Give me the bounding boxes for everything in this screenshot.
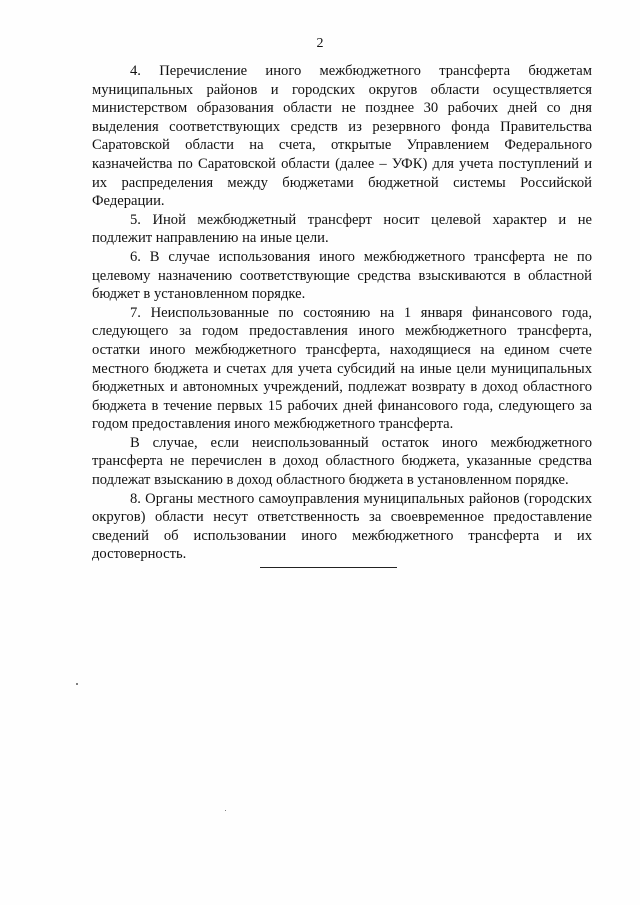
paragraph-7: 7. Неиспользованные по состоянию на 1 января финансового года, следующего за годом предоставления иного межбюджетного трансферта, остатки иного межбюджетного трансферта, находящиеся на едином счете местного бюджета и счетах для учета субсидий на иные цели муниципальных бюджетных и автономных учреждений, подлежат возврату в доход областного бюджета в течение первых 15 рабочих дней финансового года, следующего за годом предоставления иного межбюджетного трансферта.: [92, 304, 592, 433]
end-divider-line: [260, 567, 397, 568]
paragraph-8: 8. Органы местного самоуправления муниципальных районов (городских округов) области несут ответственность за своевременное предоставление сведений об использовании иного межбюджетного трансферта и их достоверность.: [92, 490, 592, 563]
scan-speck: [225, 810, 226, 811]
paragraph-6: 6. В случае использования иного межбюджетного трансферта не по целевому назначению соответствующие средства взыскиваются в областной бюджет в установленном порядке.: [92, 248, 592, 303]
paragraph-4: 4. Перечисление иного межбюджетного трансферта бюджетам муниципальных районов и городских округов области осуществляется министерством образования области не позднее 30 рабочих дней со дня выделения соответствующих средств из резервного фонда Правительства Саратовской области на счета, открытые Управлением Федерального казначейства по Саратовской области (далее – УФК) для учета поступлений и их распределения между бюджетами бюджетной системы Российской Федерации.: [92, 63, 592, 210]
paragraph-5: 5. Иной межбюджетный трансферт носит целевой характер и не подлежит направлению на иные цели.: [92, 211, 592, 247]
page-number: 2: [316, 36, 324, 51]
paragraph-7-continuation: В случае, если неиспользованный остаток иного межбюджетного трансферта не перечислен в доход областного бюджета, указанные средства подлежат взысканию в доход областного бюджета в установленном порядке.: [92, 434, 592, 489]
document-body: [92, 62, 592, 564]
scan-speck: [76, 683, 78, 685]
